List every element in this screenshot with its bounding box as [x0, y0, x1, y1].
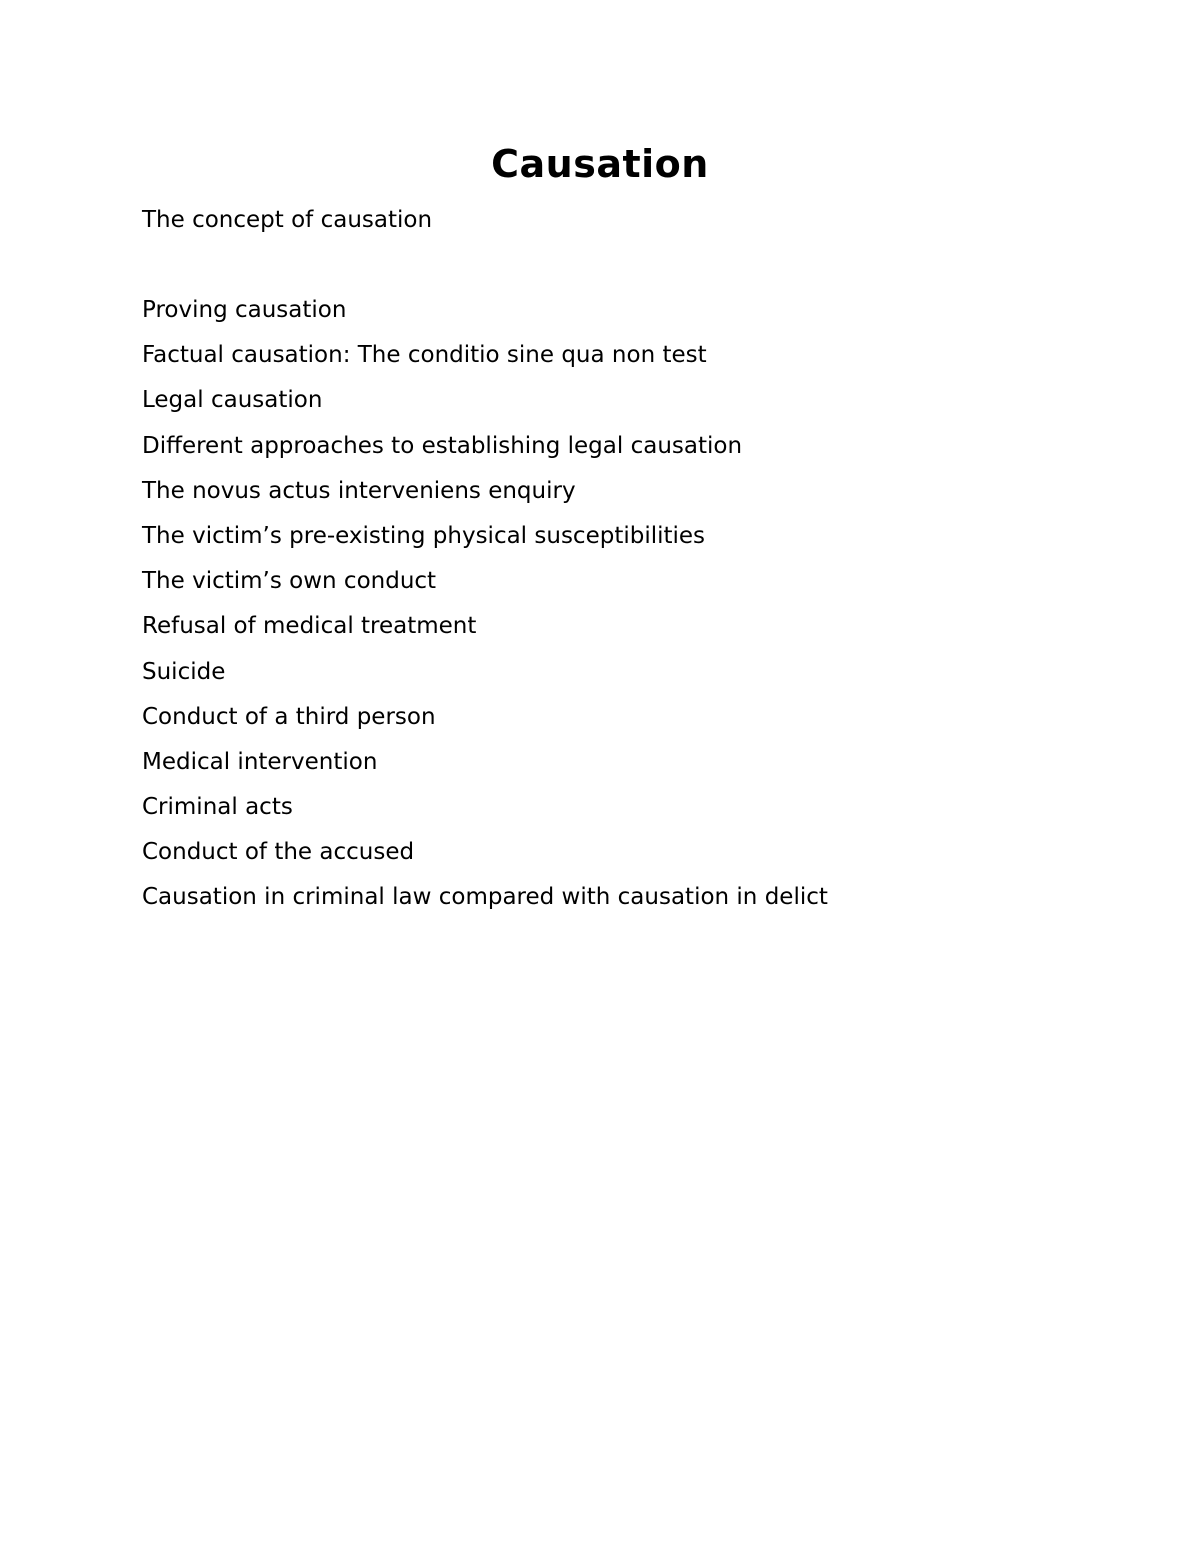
- heading-list: [142, 294, 828, 927]
- list-item: Proving causation: [142, 297, 347, 323]
- intro-heading: The concept of causation: [142, 207, 433, 233]
- list-item: Causation in criminal law compared with causation in delict: [142, 884, 828, 911]
- list-item: Conduct of the accused: [142, 839, 415, 866]
- list-item: Different approaches to establishing legal causation: [142, 432, 743, 459]
- list-item: Criminal acts: [142, 794, 293, 821]
- page-title: Causation: [491, 142, 709, 186]
- list-item: Suicide: [142, 658, 226, 685]
- list-item: The victim’s own conduct: [142, 568, 437, 595]
- list-item: Medical intervention: [142, 748, 378, 775]
- list-item: Refusal of medical treatment: [142, 613, 477, 640]
- list-item: The novus actus interveniens enquiry: [142, 477, 576, 504]
- list-item: Conduct of a third person: [142, 703, 436, 730]
- list-item: Legal causation: [142, 387, 323, 414]
- list-item: The victim’s pre-existing physical susceptibilities: [142, 522, 706, 549]
- list-item: Factual causation: The conditio sine qua non test: [142, 342, 707, 369]
